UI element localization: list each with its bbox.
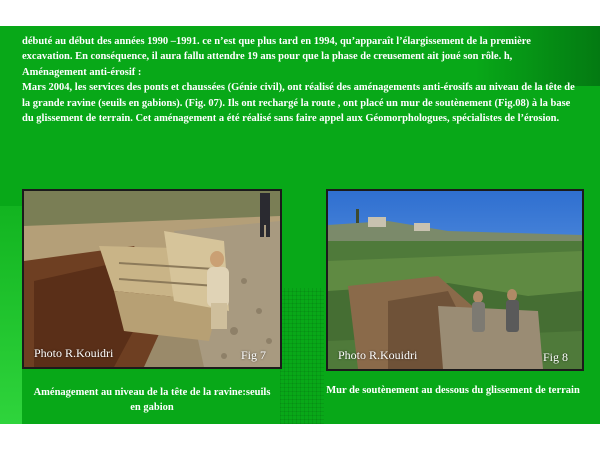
fig-label-fig8: Fig 8 [542, 350, 568, 364]
photo-fig7-image [24, 191, 280, 367]
photo-fig8 [326, 189, 584, 371]
caption-fig7: Aménagement au niveau de la tête de la ravine:seuils en gabion [33, 387, 271, 413]
paragraph-intro: débuté au début des années 1990 –1991. ce n’est que plus tard en 1994, qu’apparaît l’élargissement de la première excavation. En conséquence, il aura fallu attendre 19 ans pour que la phase de creusement ait joué son rôle. h, Aménagement anti-érosif : [22, 36, 531, 78]
caption-fig8: Mur de soutènement au dessous du glissement de terrain [326, 385, 580, 396]
photo-credit-fig7: Photo R.Kouidri [34, 346, 114, 360]
body-text [22, 34, 578, 126]
photo-credit-fig8: Photo R.Kouidri [338, 348, 418, 362]
photo-fig8-image [328, 191, 582, 369]
decorative-band-left [0, 206, 22, 424]
photo-fig7 [22, 189, 282, 369]
fig-label-fig7: Fig 7 [240, 348, 266, 362]
decorative-grid-texture [280, 288, 324, 424]
paragraph-anti-erosion: Mars 2004, les services des ponts et chaussées (Génie civil), ont réalisé des aménagements anti-érosifs au niveau de la tête de la grande ravine (seuils en gabions). (Fig. 07). Ils ont rechargé la route , ont placé un mur de soutènement (Fig.08) à la base du glissement de terrain. Cet aménagement a été réalisé sans faire appel aux Géomorphologues, spécialistes de l’érosion. [22, 82, 575, 125]
